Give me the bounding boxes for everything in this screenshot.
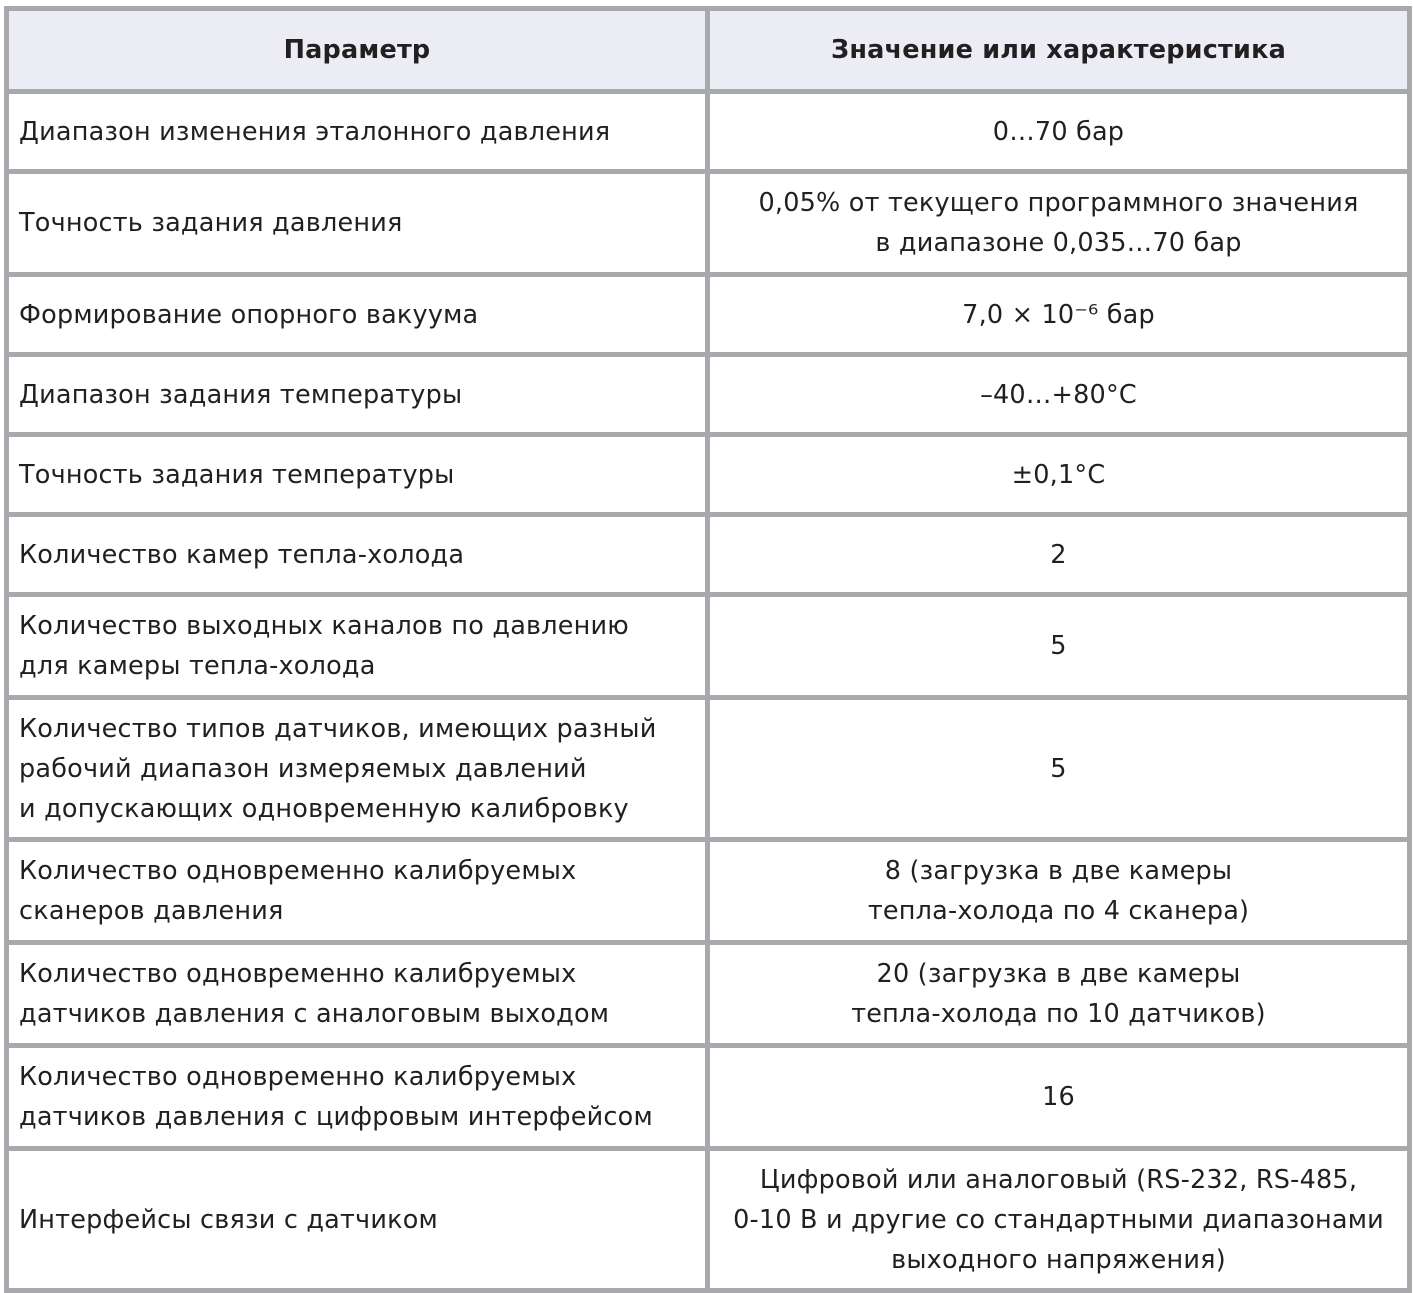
value-text: тепла-холода по 4 сканера) [867,896,1250,926]
value-text: –40…+80°C [980,379,1137,410]
param-cell [7,92,708,172]
header-param: Параметр [7,9,708,92]
value-text: в диапазоне 0,035…70 бар [875,228,1242,258]
value-text: 20 (загрузка в две камеры [876,959,1241,989]
param-text: для камеры тепла-холода [19,651,376,681]
value-text: выходного напряжения) [891,1244,1226,1275]
param-text: Точность задания температуры [19,459,455,490]
value-cell [708,92,1410,172]
table-row [7,172,1410,275]
param-cell [7,355,708,435]
param-cell [7,172,708,275]
value-cell [708,275,1410,355]
param-text: Диапазон задания температуры [19,379,463,410]
value-text: Цифровой или аналоговый (RS-232, RS-485, [759,1164,1358,1195]
param-text: Количество выходных каналов по давлению [19,611,629,641]
value-cell [708,943,1410,1046]
table-row [7,275,1410,355]
value-cell [708,172,1410,275]
table-row [7,698,1410,840]
param-cell [7,840,708,943]
value-text: тепла-холода по 10 датчиков) [851,999,1266,1029]
value-cell [708,435,1410,515]
param-text: Диапазон изменения эталонного давления [19,116,611,147]
value-text: 7,0 × 10⁻⁶ бар [962,299,1155,330]
param-text: Формирование опорного вакуума [19,299,479,330]
table-row [7,435,1410,515]
value-cell [708,840,1410,943]
table-row [7,1046,1410,1149]
param-text: Количество одновременно калибруемых [19,1062,577,1092]
param-cell [7,1046,708,1149]
param-cell [7,1149,708,1291]
param-text: и допускающих одновременную калибровку [19,793,629,824]
value-cell [708,1046,1410,1149]
param-text: рабочий диапазон измеряемых давлений [19,753,587,784]
table-row [7,355,1410,435]
param-cell [7,275,708,355]
value-cell [708,698,1410,840]
param-cell [7,435,708,515]
value-text: 0,05% от текущего программного значения [758,188,1359,218]
param-cell [7,515,708,595]
param-text: Количество камер тепла-холода [19,539,465,570]
spec-table [4,6,1412,1293]
param-text: Точность задания давления [19,208,403,238]
table-row [7,92,1410,172]
value-cell [708,515,1410,595]
param-text: сканеров давления [19,896,284,926]
param-text: Количество типов датчиков, имеющих разный [19,713,657,744]
param-text: датчиков давления с цифровым интерфейсом [19,1102,653,1132]
param-cell [7,698,708,840]
header-value: Значение или характеристика [708,9,1410,92]
param-text: датчиков давления с аналоговым выходом [19,999,610,1029]
table-row [7,1149,1410,1291]
value-cell [708,595,1410,698]
value-cell [708,355,1410,435]
table-header-row [7,9,1410,92]
table-row [7,840,1410,943]
table-row [7,943,1410,1046]
value-text: 8 (загрузка в две камеры [884,856,1233,886]
value-text: 0…70 бар [992,116,1125,147]
table-row [7,515,1410,595]
value-text: 5 [1050,631,1067,661]
value-text: 0-10 В и другие со стандартными диапазонами [733,1204,1384,1235]
param-text: Интерфейсы связи с датчиком [19,1204,438,1235]
value-text: 5 [1050,753,1067,784]
param-text: Количество одновременно калибруемых [19,959,577,989]
value-text: 16 [1042,1082,1075,1112]
param-text: Количество одновременно калибруемых [19,856,577,886]
table-row [7,595,1410,698]
param-cell [7,943,708,1046]
value-cell [708,1149,1410,1291]
param-cell [7,595,708,698]
value-text: 2 [1050,539,1067,570]
value-text: ±0,1°C [1011,459,1106,490]
